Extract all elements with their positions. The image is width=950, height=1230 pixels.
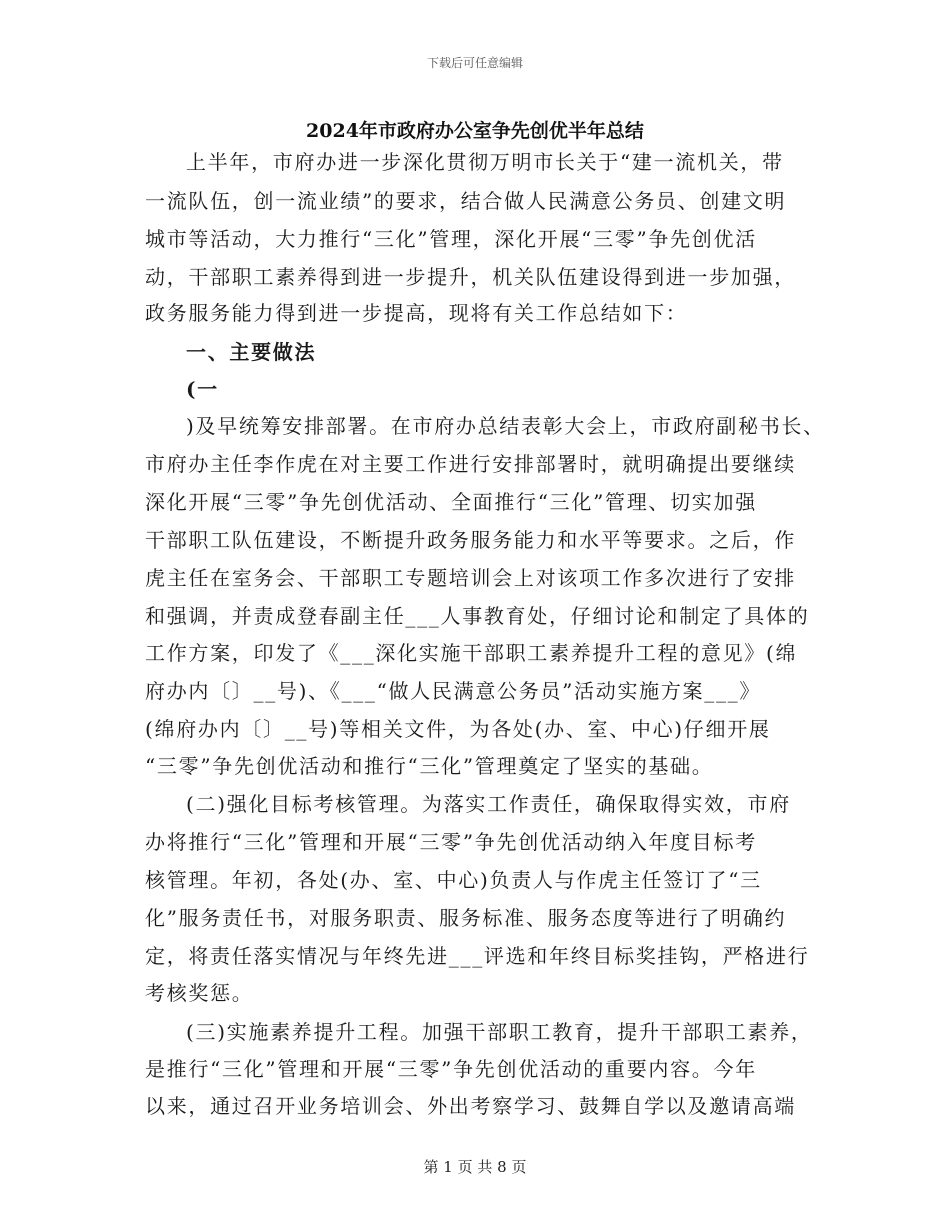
body-line: 以来，通过召开业务培训会、外出考察学习、鼓舞自学以及邀请高端 [145, 1094, 796, 1118]
body-line: 核管理。年初，各处(办、室、中心)负责人与作虎主任签订了“三 [145, 868, 762, 892]
body-line: “三零”争先创优活动和推行“三化”管理奠定了坚实的基础。 [145, 754, 714, 778]
subsection-marker: (一 [186, 377, 219, 401]
body-line: 考核奖惩。 [145, 981, 254, 1005]
body-line: 虎主任在室务会、干部职工专题培训会上对该项工作多次进行了安排 [145, 566, 796, 590]
body-line: 化”服务责任书，对服务职责、服务标准、服务态度等进行了明确约 [145, 906, 787, 930]
body-line: 工作方案，印发了《___深化实施干部职工素养提升工程的意见》(绵 [145, 641, 798, 665]
body-line: 是推行“三化”管理和开展“三零”争先创优活动的重要内容。今年 [145, 1057, 757, 1081]
body-line: 政务服务能力得到进一步提高，现将有关工作总结如下： [145, 301, 688, 325]
body-line: 一流队伍，创一流业绩”的要求，结合做人民满意公务员、创建文明 [145, 189, 787, 213]
section-heading: 一、主要做法 [186, 340, 317, 364]
page-number: 第 1 页 共 8 页 [423, 1158, 527, 1176]
body-line: 办将推行“三化”管理和开展“三零”争先创优活动纳入年度目标考 [145, 830, 757, 854]
body-line: 定，将责任落实情况与年终先进___评选和年终目标奖挂钩，严格进行 [145, 944, 810, 968]
body-line: 市府办主任李作虎在对主要工作进行安排部署时，就明确提出要继续 [145, 452, 796, 476]
body-line: (绵府办内〔〕__号)等相关文件，为各处(办、室、中心)仔细开展 [145, 717, 771, 741]
body-line: (三)实施素养提升工程。加强干部职工教育，提升干部职工素养， [186, 1020, 813, 1044]
header-note: 下载后可任意编辑 [426, 56, 523, 70]
body-line: (二)强化目标考核管理。为落实工作责任，确保取得实效，市府 [186, 792, 791, 816]
body-line: 动，干部职工素养得到进一步提升，机关队伍建设得到进一步加强， [145, 265, 796, 289]
body-line: 上半年，市府办进一步深化贯彻万明市长关于“建一流机关，带 [186, 150, 784, 174]
body-line: )及早统筹安排部署。在市府办总结表彰大会上，市政府副秘书长、 [186, 414, 825, 438]
body-line: 干部职工队伍建设，不断提升政务服务能力和水平等要求。之后，作 [145, 528, 796, 552]
body-line: 和强调，并责成登春副主任___人事教育处，仔细讨论和制定了具体的 [145, 604, 810, 628]
document-title: 2024年市政府办公室争先创优半年总结 [306, 120, 644, 142]
body-line: 城市等活动，大力推行“三化”管理，深化开展“三零”争先创优活 [145, 227, 757, 251]
body-line: 府办内〔〕__号)、《___“做人民满意公务员”活动实施方案___》 [145, 679, 762, 703]
body-line: 深化开展“三零”争先创优活动、全面推行“三化”管理、切实加强 [145, 490, 757, 514]
